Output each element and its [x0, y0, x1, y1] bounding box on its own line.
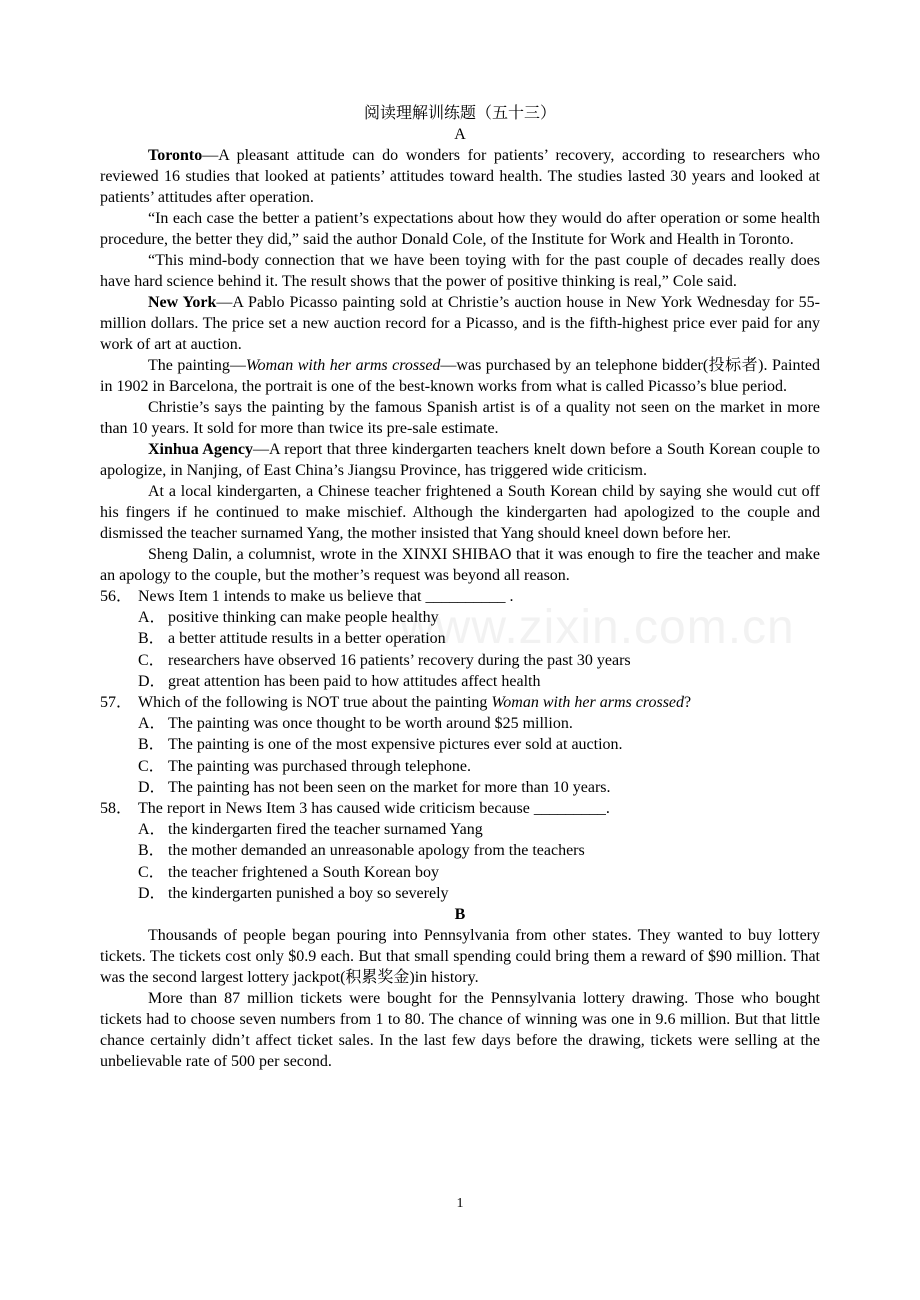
option-letter: C． [138, 651, 165, 669]
option-letter: B． [138, 630, 165, 648]
option-letter: D． [138, 778, 166, 796]
option-text: the teacher frightened a South Korean boy [168, 863, 440, 881]
option [100, 756, 820, 777]
option-text: a better attitude results in a better operation [168, 630, 446, 648]
news-lead-toronto: Toronto [148, 147, 203, 164]
option [100, 777, 820, 798]
question-56 [100, 586, 820, 607]
document-page [100, 103, 820, 1072]
option [100, 734, 820, 755]
paragraph-text: “In each case the better a patient’s expectations about how they would do after operation or some health procedure, the better they did,” said the author Donald Cole, of the Institute for Work and Health in Toronto. [100, 210, 820, 248]
watermark: www.zixin.com.cn [400, 601, 795, 654]
news-lead-xinhua: Xinhua Agency [148, 441, 253, 458]
question-stem: The report in News Item 3 has caused wide criticism because _________. [138, 800, 610, 818]
paragraph-text: —was purchased by an telephone bidder(投标者). Painted in 1902 in Barcelona, the portrait is one of the best-known works from what is called Picasso’s blue period. [100, 357, 820, 395]
paragraph-text: The painting— [148, 357, 246, 374]
question-number: 58． [100, 800, 133, 818]
question-stem: News Item 1 intends to make us believe that __________ . [138, 588, 514, 605]
paragraph-text: “This mind-body connection that we have been toying with for the past couple of decades really does have hard science behind it. The result shows that the power of positive thinking is real,” Cole said. [100, 252, 820, 290]
page-title: 阅读理解训练题（五十三） [363, 105, 556, 122]
option-letter: C． [138, 863, 165, 881]
page-number: 1 [456, 1196, 464, 1211]
question-stem-italic: Woman with her arms crossed [491, 694, 685, 712]
option [100, 650, 820, 671]
section-a-label: A [454, 126, 466, 143]
paragraph [100, 544, 820, 586]
paragraph: Thousands of people began pouring into Pennsylvania from other states. They wanted to buy lottery tickets. The tickets cost only $0.9 each. But that small spending could bring them a reward of $90 million. That was the second largest lottery jackpot(积累奖金)in history. [100, 927, 820, 987]
paragraph [100, 355, 820, 397]
option-letter: D． [138, 884, 166, 902]
option-text: great attention has been paid to how attitudes affect health [168, 672, 541, 690]
option [100, 883, 820, 904]
paragraph-text: At a local kindergarten, a Chinese teacher frightened a South Korean child by saying she would cut off his fingers if he continued to make mischief. Although the kindergarten had apologized to the couple and dismissed the teacher surnamed Yang, the mother insisted that Yang should kneel down before her. [100, 483, 820, 542]
option [100, 671, 820, 692]
paragraph [100, 439, 820, 481]
paragraph: More than 87 million tickets were bought for the Pennsylvania lottery drawing. Those who bought tickets had to choose seven numbers from 1 to 80. The chance of winning was one in 9.6 million. But that little chance certainly didn’t affect ticket sales. In the last few days before the drawing, tickets were selling at the unbelievable rate of 500 per second. [100, 990, 820, 1071]
question-number: 57． [100, 694, 133, 712]
option-letter: B． [138, 736, 165, 754]
paragraph-text: —A report that three kindergarten teachers knelt down before a South Korean couple to apologize, in Nanjing, of East China’s Jiangsu Province, has triggered wide criticism. [100, 441, 821, 479]
option-text: The painting is one of the most expensive pictures ever sold at auction. [168, 736, 623, 754]
option-letter: C． [138, 757, 165, 775]
paragraph [100, 250, 820, 292]
option-letter: B． [138, 842, 165, 860]
paragraph [100, 208, 820, 250]
paragraph [100, 481, 820, 544]
option-text: The painting was purchased through telephone. [168, 757, 472, 775]
option-text: The painting has not been seen on the market for more than 10 years. [168, 778, 611, 796]
option-letter: A． [138, 821, 166, 839]
question-number: 56． [100, 588, 133, 605]
option-letter: A． [138, 609, 166, 627]
option-letter: D． [138, 672, 166, 690]
section-b-label: B [454, 906, 466, 924]
paragraph [100, 292, 820, 355]
paragraph-text: Sheng Dalin, a columnist, wrote in the XINXI SHIBAO that it was enough to fire the teacher and make an apology to the couple, but the mother’s request was beyond all reason. [100, 546, 820, 584]
paragraph-text: —A Pablo Picasso painting sold at Christie’s auction house in New York Wednesday for 55-million dollars. The price set a new auction record for a Picasso, and is the fifth-highest price ever paid for any work of art at auction. [100, 294, 821, 353]
option [100, 607, 820, 628]
option [100, 819, 820, 840]
paragraph [100, 145, 820, 208]
news-lead-new-york: New York [148, 294, 217, 311]
option [100, 713, 820, 734]
option-text: The painting was once thought to be worth around $25 million. [168, 715, 573, 733]
option-letter: A． [138, 715, 166, 733]
question-57 [100, 692, 820, 713]
question-58 [100, 798, 820, 819]
paragraph-text: Christie’s says the painting by the famous Spanish artist is of a quality not seen on the market in more than 10 years. It sold for more than twice its pre-sale estimate. [100, 399, 820, 437]
question-stem: Which of the following is NOT true about the painting [138, 694, 492, 712]
option [100, 862, 820, 883]
painting-title: Woman with her arms crossed [245, 357, 441, 374]
option-text: the mother demanded an unreasonable apology from the teachers [168, 842, 585, 860]
question-stem: ? [684, 694, 692, 712]
option-text: the kindergarten fired the teacher surnamed Yang [168, 821, 483, 839]
paragraph [100, 397, 820, 439]
option [100, 840, 820, 861]
option [100, 628, 820, 649]
option-text: the kindergarten punished a boy so severely [168, 884, 449, 902]
paragraph-text: —A pleasant attitude can do wonders for patients’ recovery, according to researchers who reviewed 16 studies that looked at patients’ attitudes toward health. The studies lasted 30 years and looked at patients’ attitudes after operation. [100, 147, 820, 206]
option-text: researchers have observed 16 patients’ recovery during the past 30 years [168, 651, 631, 669]
option-text: positive thinking can make people healthy [168, 609, 439, 627]
